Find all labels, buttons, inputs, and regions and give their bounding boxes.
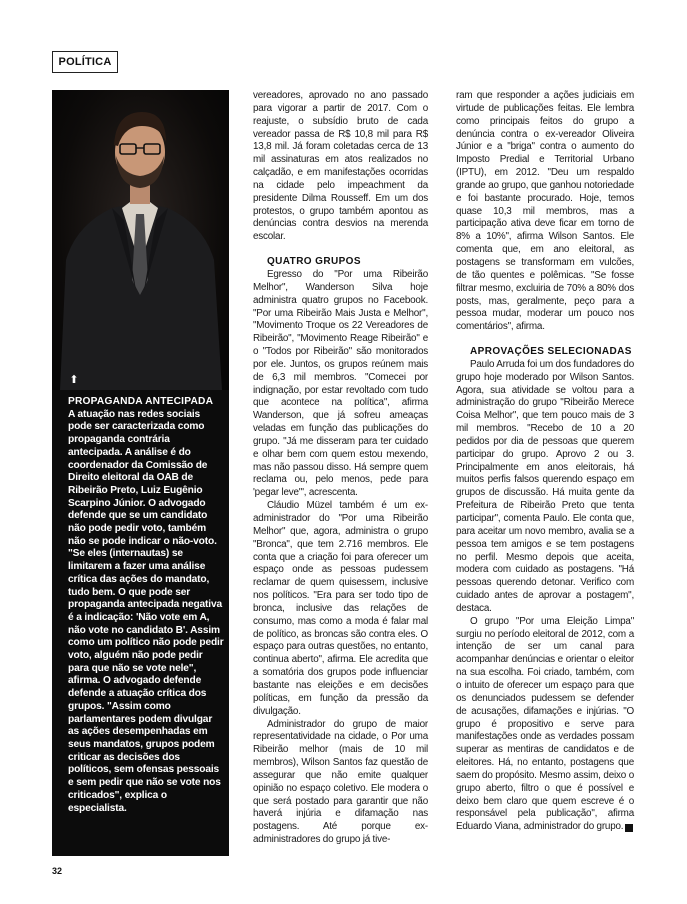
paragraph [456, 615, 642, 834]
paragraph: Egresso do "Por uma Ribeirão Melhor", Wanderson Silva hoje administra quatro grupos no Facebook. "Por uma Ribeirão Mais Justa e Melhor", "Movimento Troque os 22 Vereadores de Ribeirão", "Movimento Reage Ribeirão" e o "Todos por Ribeirão" são monitorados por ele. Juntos, os grupos reúnem mais de 6,3 mil membros. "Comecei por indignação, por estar revoltado com tudo que acontece na política", afirma Wanderson, que já sofreu ameaças veladas em função das publicações do grupo. "Já me disseram para ter cuidado e olhar bem com quem estou mexendo, mas não passou disso. Há sempre quem reclama ou, pelo menos, pede para 'pegar leve'", acrescenta. [253, 268, 428, 499]
paragraph: Cláudio Müzel também é um ex-administrador do "Por uma Ribeirão Melhor" que, agora, administra o grupo "Bronca", que tem 2.716 membros. Ele conta que a criação foi para oferecer um espaço onde as pessoas pudessem reclamar de quem quisessem, inclusive nos políticos. "Era para ser todo tipo de bronca, inclusive das relações de consumo, mas como a moda é falar mal de político, as broncas são contra eles. O espaço para outras questões, no entanto, continua aberto", afirma. Ele acredita que a somatória dos grupos pode influenciar bastante nas eleições e em decisões políticas, em função da pressão da divulgação. [253, 500, 428, 717]
page-number: 32 [52, 866, 63, 876]
caption-name: Luiz Eugênio Scarpino Júnior. [68, 484, 203, 509]
caption-text: A atuação nas redes sociais pode ser caracterizada como propaganda contrária antecipada. A análise é do coordenador da Comissão de Direito eleitoral da OAB de Ribeirão Preto, [68, 408, 208, 496]
photo-caption [68, 396, 225, 815]
end-of-article-icon: r [625, 824, 633, 832]
subheading: QUATRO GRUPOS [267, 256, 361, 268]
section-tag: POLÍTICA [52, 51, 118, 73]
paragraph-text: O grupo "Por uma Eleição Limpa" surgiu no período eleitoral de 2012, com a intenção de ser um canal para acompanhar denúncias e orientar o eleitor na sua escolha. Foi criado, também, com o intuito de oferecer um espaço para que os denunciados pudessem se defender de acusações, difamações e injúrias. "O grupo é propositivo e serve para manifestações onde as verdades possam superar as mentiras de candidatos e de eleitores. Há, no entanto, postagens que saem do propósito. Mesmo assim, deixo o grupo aberto, filtro o que é possível e deixo bem claro que quem escreve é o responsável pela publicação", afirma Eduardo Viana, administrador do grupo. [456, 615, 634, 833]
paragraph: Paulo Arruda foi um dos fundadores do grupo hoje moderado por Wilson Santos. Agora, sua atividade se voltou para a administração do grupo "Ribeirão Merece Coisa Melhor", que tem pouco mais de 3 mil membros. "Recebo de 10 a 20 pedidos por dia de pessoas que querem participar do grupo. Aprovo 2 ou 3. Principalmente em anos eleitorais, há muitos perfis falsos querendo espaço em grupos de discussão. Há muita gente da Prefeitura de Ribeirão Preto que tenta participar", comenta Paulo. Ele conta que, para aceitar um novo membro, avalia se a pessoa tem amigos e se tem postagens no perfil. Mesmo depois que aceita, modera com cuidado as postagens. "Há pessoas querendo detonar. Verifico com cuidado antes de aprovar a postagem", destaca. [456, 358, 634, 614]
subheading: APROVAÇÕES SELECIONADAS [470, 346, 632, 358]
arrow-up-icon: ⬆ [69, 374, 79, 386]
sidebar-box [52, 90, 229, 856]
article-column-2 [456, 90, 642, 834]
paragraph: ram que responder a ações judiciais em virtude de publicações feitas. Ele lembra como principais feitos do grupo a denúncia contra o ex-vereador Oliveira Júnior e a "briga" contra o aumento do Imposto Predial e Territorial Urbano (IPTU), em 2012. "Deu um respaldo grande ao grupo, que ganhou notoriedade e foi bastante procurado. Hoje, temos quase 10,3 mil membros, mas a participação ativa deve ficar em torno de 8% a 10%", afirma Wilson Santos. Ele comenta que, em ano eleitoral, as postagens se transformam em vulcões, de tão quentes e polêmicas. "Se fosse filtrar mesmo, excluiria de 70% a 80% dos posts, mas, geralmente, peço para a pessoa mudar, moderar um pouco nos comentários", afirma. [456, 90, 634, 333]
caption-heading: PROPAGANDA ANTECIPADA [68, 396, 214, 407]
portrait-photo [52, 90, 229, 390]
paragraph: Administrador do grupo de maior representatividade na cidade, o Por uma Ribeirão melhor (mais de 10 mil membros), Wilson Santos faz questão de assegurar que não emite qualquer opinião no espaço coletivo. Ele modera o que será postado para garantir que não haverá injúria e difamação nas postagens. Até porque ex-administradores do grupo já tive- [253, 718, 428, 846]
article-column-1 [253, 90, 428, 847]
caption-text-continued: O advogado defende que se um candidato não pode pedir voto, também não se pode indicar o não-voto. "Se eles (internautas) se limitarem a fazer uma análise crítica das ações do mandato, tudo bem. O que pode ser propaganda antecipada negativa é a indicação: 'Não vote em A, não vote no candidato B'. Assim como um político não pode pedir voto, alguém não pode pedir para que não se vote nele", afirma. O advogado defende defende a atuação crítica dos grupos. "Assim como parlamentares podem divulgar as ações desempenhadas em seus mandatos, grupos podem criticar as decisões dos políticos, sem ofensas pessoais e sem pedir que não se vote nos criticados", explica o especialista. [68, 497, 224, 814]
paragraph: vereadores, aprovado no ano passado para vigorar a partir de 2017. Com o reajuste, o subsídio bruto de cada vereador passa de R$ 10,8 mil para R$ 13,8 mil. Já foram coletadas cerca de 13 mil assinaturas em atos realizados no calçadão, e em manifestações ocorridas na cidade pelo impeachment da presidente Dilma Rousseff. Em um dos protestos, o grupo também apontou as denúncias contra desvios na merenda escolar. [253, 90, 428, 243]
